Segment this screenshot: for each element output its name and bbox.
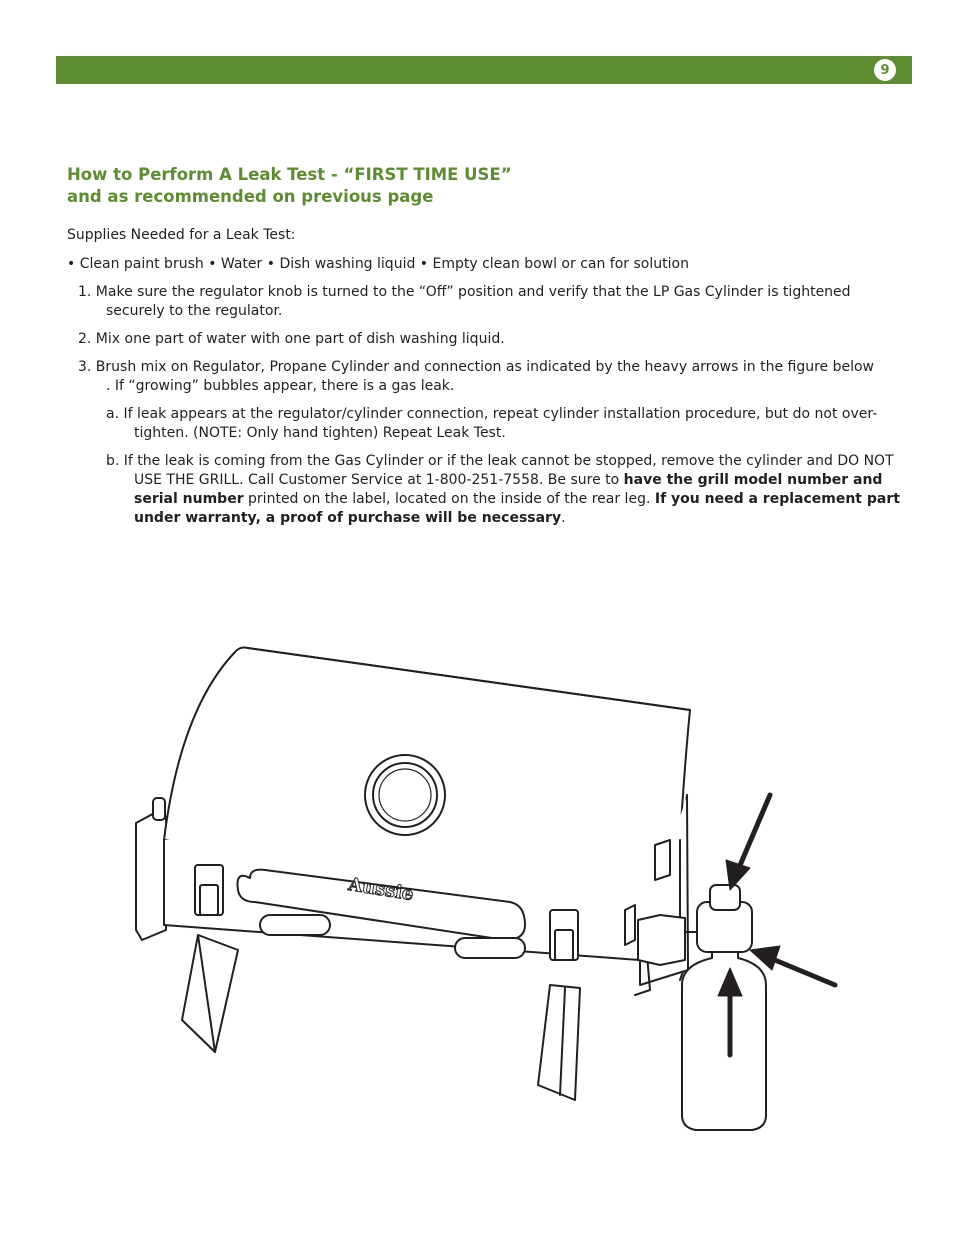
grill-brand-label: Aussie [346, 874, 415, 906]
step-b-text: . [561, 510, 566, 526]
left-leg [182, 935, 238, 1052]
step-b-line-1: b. If the leak is coming from the Gas Cylinder or if the leak cannot be stopped, remove the cylinder and DO NOT [106, 453, 894, 469]
supplies-label: Supplies Needed for a Leak Test: [67, 227, 296, 243]
heading-line-1: How to Perform A Leak Test - “FIRST TIME USE” [67, 165, 512, 184]
page-number: 9 [874, 59, 896, 81]
vent [260, 915, 330, 935]
left-knob [153, 798, 165, 820]
arrow-regulator-side [770, 958, 835, 985]
vent [455, 938, 525, 958]
step-b-bold-text: have the grill model number and [623, 472, 883, 488]
step-b-line-3 [134, 490, 900, 509]
step-b-bold-text: serial number [134, 491, 244, 507]
grill-leak-test-figure [120, 640, 850, 1140]
step-b-bold-text: If you need a replacement part [654, 491, 900, 507]
right-leg [538, 985, 580, 1100]
supplies-list: • Clean paint brush • Water • Dish washing liquid • Empty clean bowl or can for solution [67, 256, 689, 272]
step-a-line-2: tighten. (NOTE: Only hand tighten) Repeat Leak Test. [134, 425, 506, 441]
header-bar [56, 56, 912, 84]
arrow-regulator-top [738, 795, 770, 870]
step-3-line-2: . If “growing” bubbles appear, there is a gas leak. [106, 378, 455, 394]
step-b-bold-text: under warranty, a proof of purchase will be necessary [134, 510, 562, 526]
step-3-line-1: 3. Brush mix on Regulator, Propane Cylinder and connection as indicated by the heavy arrows in the figure below [78, 359, 875, 375]
step-b-text: USE THE GRILL. Call Customer Service at 1-800-251-7558. Be sure to [134, 472, 624, 488]
left-side-block [136, 810, 166, 940]
section-heading [67, 164, 767, 208]
step-a-line-1: a. If leak appears at the regulator/cylinder connection, repeat cylinder installation procedure, but do not over- [106, 406, 878, 422]
propane-cylinder [682, 952, 766, 1130]
step-b-line-4 [134, 509, 566, 528]
step-1-line-2: securely to the regulator. [106, 303, 283, 319]
step-1-line-1: 1. Make sure the regulator knob is turned to the “Off” position and verify that the LP Gas Cylinder is tightened [78, 284, 851, 300]
step-b-text: printed on the label, located on the inside of the rear leg. [243, 491, 655, 507]
step-b-line-2 [134, 471, 882, 490]
step-2: 2. Mix one part of water with one part of dish washing liquid. [78, 331, 505, 347]
regulator-connector [638, 915, 685, 965]
heading-line-2: and as recommended on previous page [67, 187, 434, 206]
